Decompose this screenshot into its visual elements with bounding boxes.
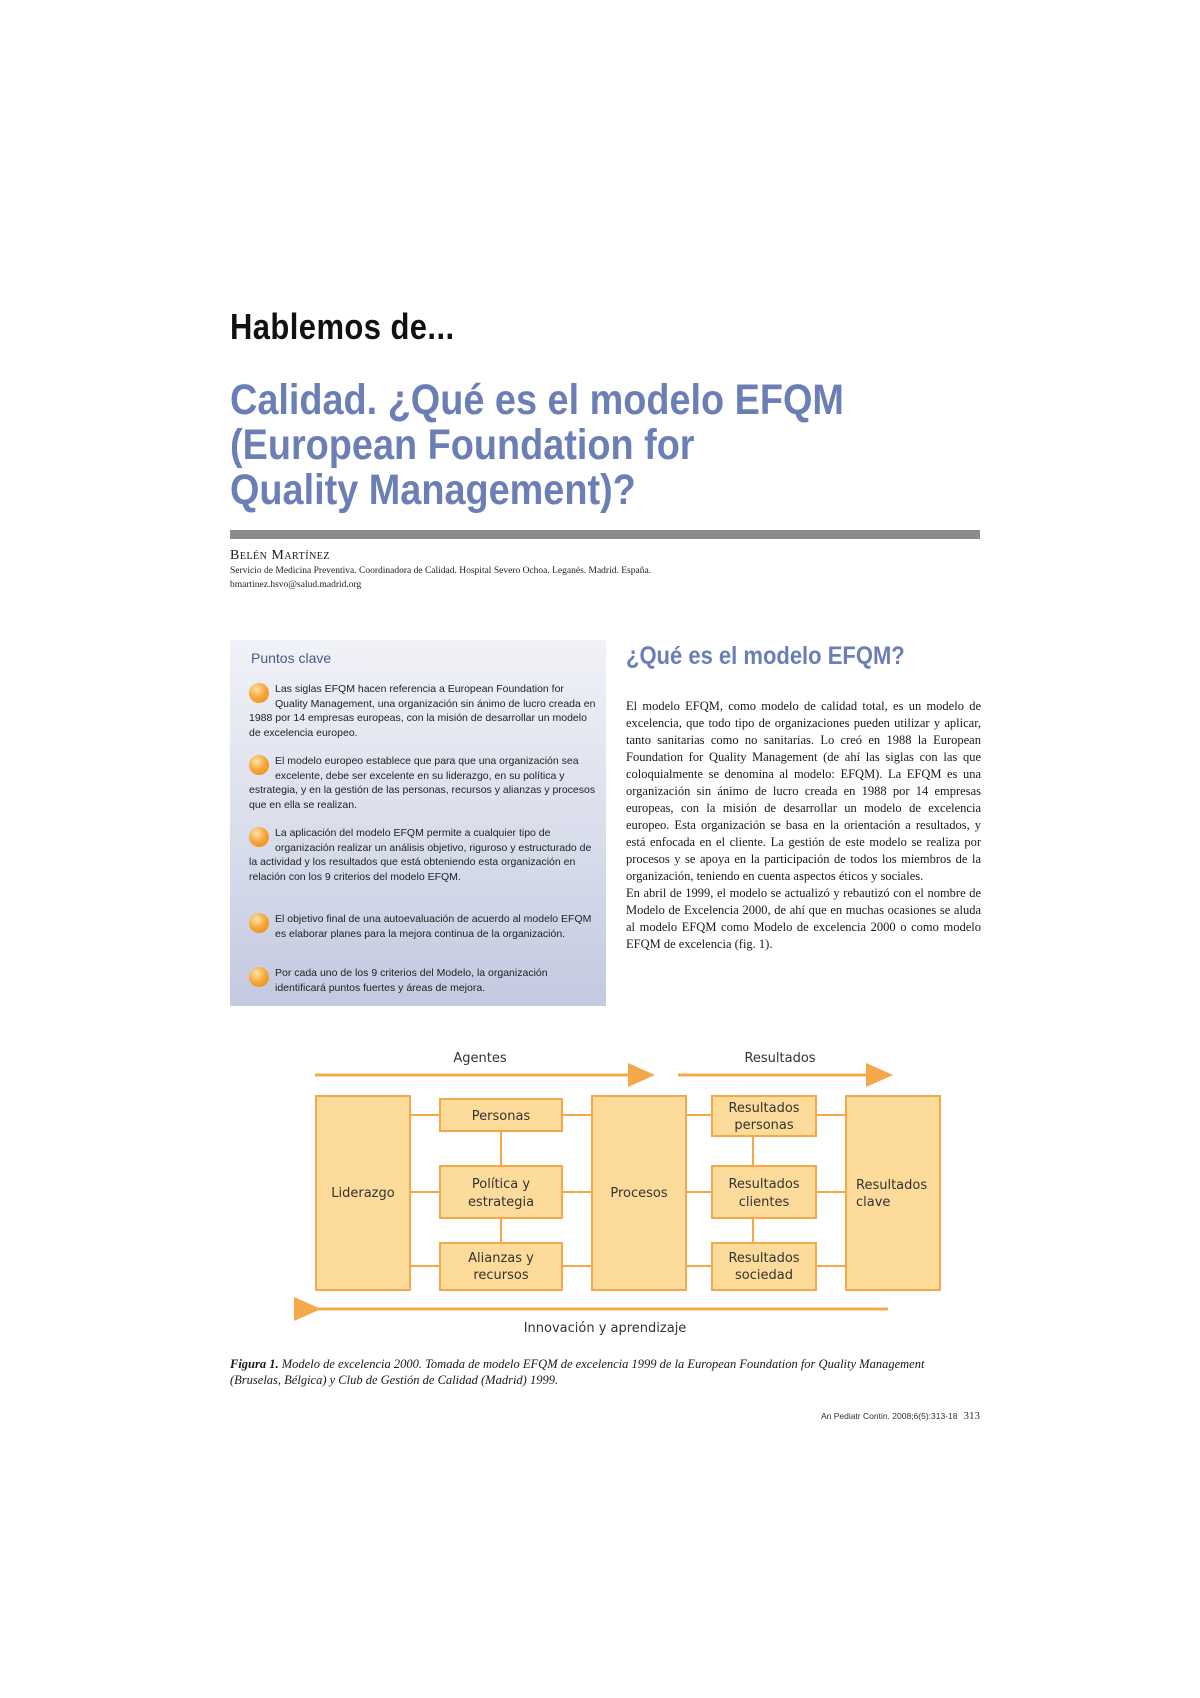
bullet-icon	[249, 967, 269, 987]
key-point-item	[249, 754, 597, 812]
bullet-icon	[249, 683, 269, 703]
body-paragraph: En abril de 1999, el modelo se actualizó y rebautizó con el nombre de Modelo de Excelencia 2000, de ahí que en muchas ocasiones se aluda al modelo EFQM como Modelo de excelencia 2000 o como modelo EFQM de excelencia (fig. 1).	[626, 886, 981, 951]
title-divider	[230, 530, 980, 539]
key-point-item	[249, 826, 597, 884]
bullet-icon	[249, 827, 269, 847]
key-point-text: El modelo europeo establece que para que una organización sea excelente, debe ser excelente en su liderazgo, en su política y estrategia, y en la gestión de las personas, recursos y alianzas y procesos que en ella se realizan.	[249, 755, 596, 811]
box-resultados-clientes	[712, 1166, 816, 1218]
box-procesos-label: Procesos	[610, 1186, 668, 1201]
key-point-text: La aplicación del modelo EFQM permite a cualquier tipo de organización realizar un análisis objetivo, riguroso y estructurado de la actividad y los resultados que está obteniendo esta organización en relación con los 9 criterios del modelo EFQM.	[249, 827, 592, 883]
author-affiliation: Servicio de Medicina Preventiva. Coordinadora de Calidad. Hospital Severo Ochoa. Leganés. Madrid. España.	[230, 566, 652, 576]
key-point-text: Por cada uno de los 9 criterios del Modelo, la organización identificará puntos fuertes y áreas de mejora.	[275, 967, 548, 994]
figure-caption	[230, 1356, 930, 1388]
box-alianzas-label: recursos	[473, 1268, 529, 1283]
box-politica-estrategia	[440, 1166, 562, 1218]
box-personas-label: Personas	[471, 1109, 531, 1124]
box-resultados-sociedad-label: Resultados	[728, 1251, 800, 1266]
body-paragraph: El modelo EFQM, como modelo de calidad total, es un modelo de excelencia, que todo tipo de organizaciones pueden utilizar y aplicar, tanto sanitarias como no sanitarias. Lo creó en 1988 la European Foundation for Quality Management (de ahí las siglas con las que coloquialmente se denomina al modelo: EFQM). La EFQM es una organización sin ánimo de lucro creada en 1988 por 14 empresas europeas, con la misión de desarrollar un modelo de excelencia europeo. Esta organización se basa en la orientación a resultados, y está enfocada en el cliente. La gestión de este modelo se realiza por procesos y se apoya en la participación de todos los miembros de la organización, teniendo en cuenta aspectos éticos y sociales.	[626, 699, 981, 883]
article-title-line: Calidad. ¿Qué es el modelo EFQM	[230, 376, 844, 424]
article-body	[626, 698, 981, 953]
key-point-item	[249, 912, 597, 941]
box-politica-label: estrategia	[467, 1195, 535, 1210]
box-alianzas-label: Alianzas y	[468, 1251, 534, 1266]
article-title-line: (European Foundation for	[230, 421, 695, 469]
author-name	[230, 548, 330, 564]
author-email[interactable]: bmartinez.hsvo@salud.madrid.org	[230, 580, 362, 590]
box-liderazgo-label: Liderazgo	[331, 1186, 395, 1201]
box-politica-label: Política y	[471, 1177, 531, 1192]
section-heading: ¿Qué es el modelo EFQM?	[626, 642, 905, 670]
key-points-box	[230, 640, 606, 1006]
journal-footer	[821, 1410, 980, 1422]
box-resultados-personas-label: personas	[734, 1118, 794, 1133]
box-resultados-clientes-label: Resultados	[728, 1177, 800, 1192]
key-point-item	[249, 682, 597, 740]
resultados-label: Resultados	[744, 1051, 816, 1066]
key-point-text: Las siglas EFQM hacen referencia a European Foundation for Quality Management, una organización sin ánimo de lucro creada en 1988 por 14 empresas europeas, con la misión de desarrollar un modelo de excelencia europeo.	[249, 683, 596, 739]
key-point-item	[249, 966, 597, 995]
page-number: 313	[963, 1410, 980, 1422]
article-title	[230, 378, 952, 513]
article-title-line: Quality Management)?	[230, 466, 636, 514]
efqm-model-figure	[300, 1040, 928, 1340]
agentes-label: Agentes	[453, 1051, 507, 1066]
bullet-icon	[249, 913, 269, 933]
author-name-text: Belén Martínez	[230, 548, 331, 563]
innovacion-label: Innovación y aprendizaje	[523, 1321, 687, 1336]
figure-caption-label: Figura 1.	[230, 1357, 279, 1371]
journal-citation: An Pediatr Contin. 2008;6(5):313-18	[820, 1411, 958, 1421]
box-resultados-clave-label: Resultados	[856, 1178, 928, 1193]
key-points-title: Puntos clave	[251, 650, 332, 666]
figure-caption-text: Modelo de excelencia 2000. Tomada de modelo EFQM de excelencia 1999 de la European Foundation for Quality Management (Bruselas, Bélgica) y Club de Gestión de Calidad (Madrid) 1999.	[230, 1357, 925, 1387]
box-resultados-clave-label: clave	[856, 1195, 891, 1210]
bullet-icon	[249, 755, 269, 775]
box-resultados-clientes-label: clientes	[738, 1195, 790, 1210]
section-title: Hablemos de...	[230, 306, 455, 347]
box-resultados-clave	[846, 1096, 940, 1290]
box-resultados-personas-label: Resultados	[728, 1101, 800, 1116]
key-point-text: El objetivo final de una autoevaluación de acuerdo al modelo EFQM es elaborar planes para la mejora continua de la organización.	[275, 913, 592, 940]
box-resultados-sociedad-label: sociedad	[735, 1268, 793, 1283]
